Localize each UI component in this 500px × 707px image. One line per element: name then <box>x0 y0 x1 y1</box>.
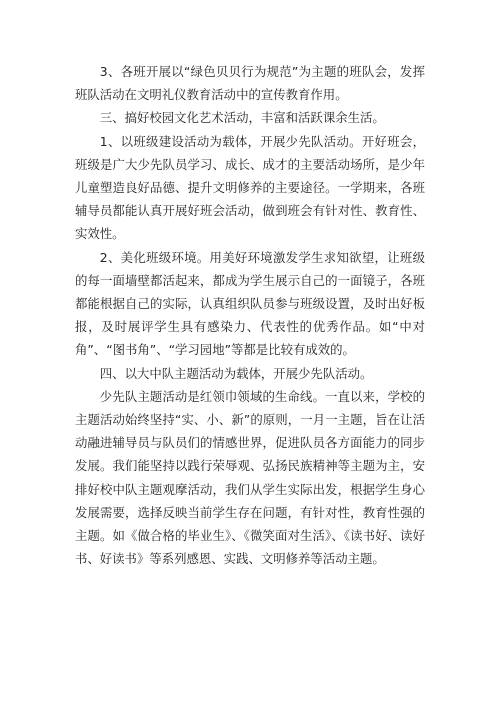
paragraph-class-environment: 2、美化班级环境。用美好环境激发学生求知欲望，让班级的每一面墙壁都活起来，都成为学生展示自己的一面镜子，各班都能根据自己的实际，认真组织队员参与班级设置，及时出好板报，及时展评学生具有感染力、代表性的优秀作品。如“中对角”、“图书角”、“学习园地”等都是比较有成效的。 <box>75 249 425 358</box>
paragraph-class-meeting: 3、各班开展以“绿色贝贝行为规范”为主题的班队会，发挥班队活动在文明礼仪教育活动中的宣传教育作用。 <box>75 64 425 103</box>
paragraph-theme-activities: 少先队主题活动是红领巾领域的生命线。一直以来，学校的主题活动始终坚持“实、小、新”的原则，一月一主题，旨在让活动融进辅导员与队员们的情感世界，促进队员各方面能力的同步发展。我们能坚持以践行荣辱观、弘扬民族精神等主题为主，安排好校中队主题观摩活动，我们从学生实际出发，根据学生身心发展需要，选择反映当前学生存在问题，有针对性，教育性强的主题。如《做合格的毕业生》、《微笑面对生活》、《读书好、读好书、好读书》等系列感恩、实践、文明修养等活动主题。 <box>75 388 425 567</box>
paragraph-class-building: 1、以班级建设活动为载体，开展少先队活动。开好班会，班级是广大少先队员学习、成长、成才的主要活动场所，是少年儿童塑造良好品德、提升文明修养的主要途径。一学期来，各班辅导员都能认真开展好班会活动，做到班会有针对性、教育性、实效性。 <box>75 133 425 242</box>
document-body <box>75 60 425 570</box>
section-heading-theme-activities: 四、以大中队主题活动为载体，开展少先队活动。 <box>99 365 373 381</box>
section-heading-culture-art: 三、搞好校园文化艺术活动，丰富和活跃课余生活。 <box>99 110 385 126</box>
